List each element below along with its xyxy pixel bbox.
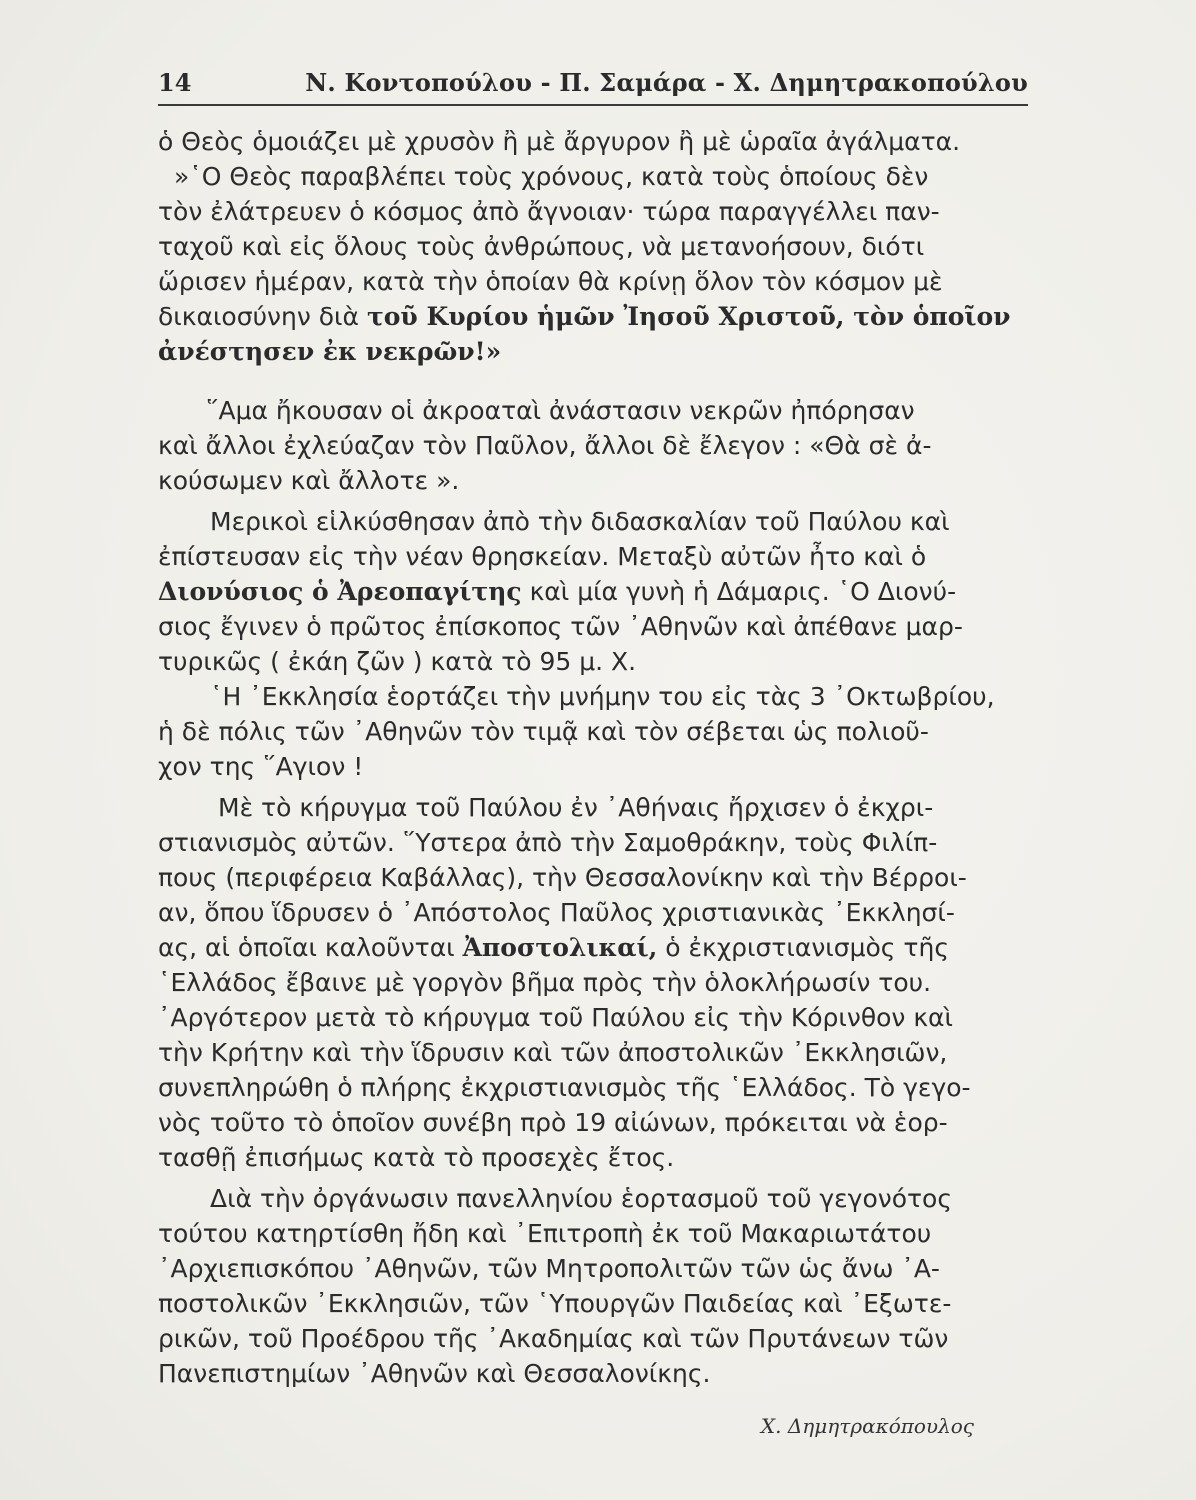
text-line (146, 299, 1036, 334)
paragraph-3 (146, 504, 1036, 679)
text-line: νὸς τοῦτο τὸ ὁποῖον συνέβη πρὸ 19 αἰώνων, πρόκειται νὰ ἑορ- (158, 1108, 948, 1137)
text-line: αν, ὅπου ἵδρυσεν ὁ ᾿Απόστολος Παῦλος χριστιανικὰς ᾿Εκκλησί- (158, 898, 955, 927)
text-line: Διὰ τὴν ὀργάνωσιν πανελληνίου ἑορτασμοῦ τοῦ γεγονότος (210, 1184, 953, 1213)
body-text (146, 124, 1036, 1391)
paragraph-2 (146, 393, 1036, 498)
bold-phrase: τοῦ Κυρίου ἡμῶν Ἰησοῦ Χριστοῦ, τὸν ὁποῖον (366, 302, 1011, 331)
text-line: ῾Η ᾿Εκκλησία ἑορτάζει τὴν μνήμην του εἰς τὰς 3 ᾿Οκτωβρίου, (210, 682, 995, 711)
text-line: τούτου κατηρτίσθη ἤδη καὶ ᾿Επιτροπὴ ἐκ τοῦ Μακαριωτάτου (158, 1219, 932, 1248)
text-line: ἐπίστευσαν εἰς τὴν νέαν θρησκείαν. Μεταξὺ αὐτῶν ἦτο καὶ ὁ (158, 542, 927, 571)
text-line: Μὲ τὸ κήρυγμα τοῦ Παύλου ἐν ᾿Αθήναις ἤρχισεν ὁ ἐκχρι- (218, 793, 934, 822)
text-line: συνεπληρώθη ὁ πλήρης ἐκχριστιανισμὸς τῆς ῾Ελλάδος. Τὸ γεγο- (158, 1073, 971, 1102)
text-line: ᾿Αρχιεπισκόπου ᾿Αθηνῶν, τῶν Μητροπολιτῶν τῶν ὡς ἄνω ᾿Α- (158, 1254, 940, 1283)
text-line-bold: ἀνέστησεν ἐκ νεκρῶν!» (158, 337, 502, 366)
text-line: καὶ ἄλλοι ἐχλεύαζαν τὸν Παῦλον, ἄλλοι δὲ ἔλεγον : «Θὰ σὲ ἀ- (158, 431, 932, 460)
text-line: ρικῶν, τοῦ Προέδρου τῆς ᾿Ακαδημίας καὶ τῶν Πρυτάνεων τῶν (158, 1324, 949, 1353)
text-line: ὁ Θεὸς ὁμοιάζει μὲ χρυσὸν ἢ μὲ ἄργυρον ἢ μὲ ὡραῖα ἀγάλματα. (158, 127, 961, 156)
text-line: ῞Αμα ἤκουσαν οἱ ἀκροαταὶ ἀνάστασιν νεκρῶν ἠπόρησαν (206, 396, 915, 425)
paragraph-gap (146, 369, 1036, 393)
text-line: ὥρισεν ἡμέραν, κατὰ τὴν ὁποίαν θὰ κρίνῃ ὅλον τὸν κόσμον μὲ (158, 267, 943, 296)
text-line: τυρικῶς ( ἐκάη ζῶν ) κατὰ τὸ 95 μ. Χ. (158, 647, 637, 676)
text-line: τασθῇ ἐπισήμως κατὰ τὸ προσεχὲς ἔτος. (158, 1143, 675, 1172)
author-signature: Χ. Δημητρακόπουλος (760, 1414, 974, 1438)
text-line: ἡ δὲ πόλις τῶν ᾿Αθηνῶν τὸν τιμᾷ καὶ τὸν σέβεται ὡς πολιοῦ- (158, 717, 929, 746)
text-line: χον της ῞Αγιον ! (158, 752, 364, 781)
paragraph-6 (146, 1181, 1036, 1391)
page-header (158, 66, 1028, 106)
text-run: καὶ μία γυνὴ ἡ Δάμαρις. ῾Ο Διονύ- (521, 577, 957, 606)
text-line: σιος ἔγινεν ὁ πρῶτος ἐπίσκοπος τῶν ᾿Αθηνῶν καὶ ἀπέθανε μαρ- (158, 612, 963, 641)
text-line: τὴν Κρήτην καὶ τὴν ἵδρυσιν καὶ τῶν ἀποστολικῶν ᾿Εκκλησιῶν, (158, 1038, 948, 1067)
text-run: ὁ ἐκχριστιανισμὸς τῆς (657, 933, 949, 962)
running-title: Ν. Κοντοπούλου - Π. Σαμάρα - Χ. Δημητρακοπούλου (305, 68, 1028, 97)
text-line: στιανισμὸς αὐτῶν. ῞Υστερα ἀπὸ τὴν Σαμοθράκην, τοὺς Φιλίπ- (158, 828, 938, 857)
text-line: Μερικοὶ εἱλκύσθησαν ἀπὸ τὴν διδασκαλίαν τοῦ Παύλου καὶ (210, 507, 950, 536)
text-line: Πανεπιστημίων ᾿Αθηνῶν καὶ Θεσσαλονίκης. (158, 1359, 711, 1388)
text-line: τὸν ἐλάτρευεν ὁ κόσμος ἀπὸ ἄγνοιαν· τώρα παραγγέλλει παν- (158, 197, 940, 226)
page-number: 14 (158, 68, 192, 97)
text-line: ταχοῦ καὶ εἰς ὅλους τοὺς ἀνθρώπους, νὰ μετανοήσουν, διότι (158, 232, 925, 261)
bold-phrase: Διονύσιος ὁ Ἀρεοπαγίτης (158, 577, 522, 606)
text-line (146, 930, 1036, 965)
text-line: »῾Ο Θεὸς παραβλέπει τοὺς χρόνους, κατὰ τοὺς ὁποίους δὲν (174, 162, 929, 191)
bold-phrase: Ἀποστολικαί, (462, 933, 658, 962)
text-line: ποστολικῶν ᾿Εκκλησιῶν, τῶν ῾Υπουργῶν Παιδείας καὶ ᾿Εξωτε- (158, 1289, 952, 1318)
paragraph-1 (146, 124, 1036, 369)
text-line (146, 574, 1036, 609)
text-line: πους (περιφέρεια Καβάλλας), τὴν Θεσσαλονίκην καὶ τὴν Βέρροι- (158, 863, 967, 892)
text-line: ῾Ελλάδος ἔβαινε μὲ γοργὸν βῆμα πρὸς τὴν ὁλοκλήρωσίν του. (158, 968, 932, 997)
header-rule (158, 104, 1028, 106)
paragraph-4 (146, 679, 1036, 784)
text-run: δικαιοσύνην διὰ (158, 302, 367, 331)
text-line: ᾿Αργότερον μετὰ τὸ κήρυγμα τοῦ Παύλου εἰς τὴν Κόρινθον καὶ (158, 1003, 953, 1032)
text-run: ας, αἱ ὁποῖαι καλοῦνται (158, 933, 463, 962)
text-line: κούσωμεν καὶ ἄλλοτε ». (158, 466, 460, 495)
paragraph-5 (146, 790, 1036, 1175)
